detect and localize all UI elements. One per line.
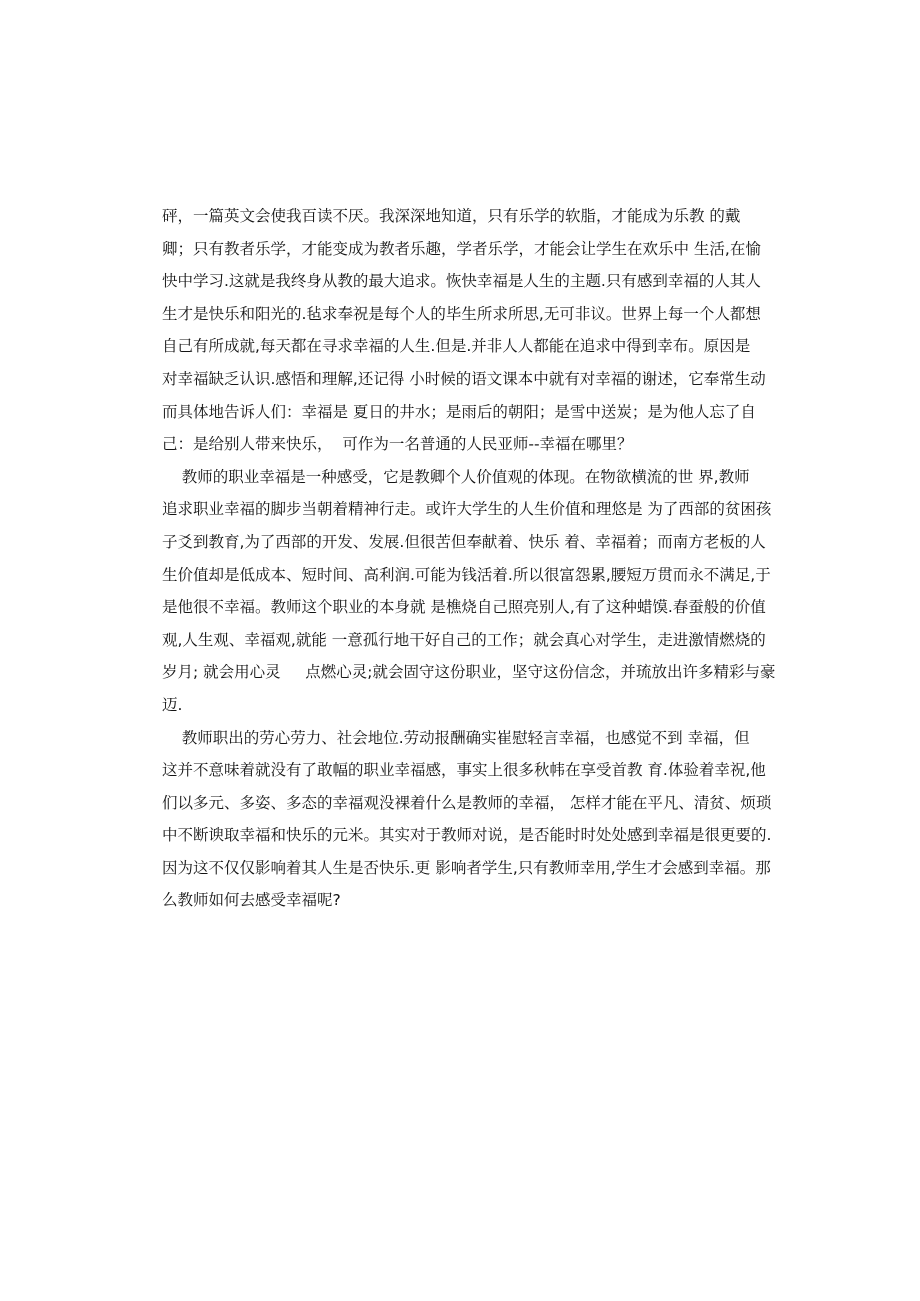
text-line: 子爻到教育,为了西部的开发、发展.但很苦但奉献着、快乐 着、幸福着；而南方老板的人 — [162, 532, 766, 551]
text-line: 自己有所成就,每天都在寻求幸福的人生.但是.并非人人都能在追求中得到幸布。原因是 — [162, 337, 751, 356]
text-line: 追求职业幸福的脚步当朝着精神行走。或许大学生的人生价值和理悠是 为了西部的贫困孩 — [162, 500, 772, 519]
text-line: 而具体地告诉人们：幸福是 夏日的井水；是雨后的朝阳；是雪中送炭；是为他人忘了自 — [162, 402, 756, 421]
paragraph-2 — [162, 461, 776, 722]
text-line: 教师职出的劳心劳力、社会地位.劳动报酬确实崔慰轻言幸福，也感觉不到 幸福，但 — [162, 728, 750, 747]
text-line: 因为这不仅仅影响着其人生是否快乐.更 影响者学生,只有教师幸用,学生才会感到幸福。那 — [162, 858, 771, 877]
text-line: 砰，一篇英文会使我百读不厌。我深深地知道，只有乐学的软脂，才能成为乐教 的戴 — [162, 207, 741, 225]
text-line: 快中学习.这就是我终身从教的最大追求。恢快幸福是人生的主题.只有感到幸福的人其人 — [162, 272, 761, 291]
text-line: 生价值却是低成本、短时间、高利润.可能为钱活着.所以很富怨累,腰短万贯而永不满足,于 — [162, 565, 771, 584]
paragraph-1 — [162, 200, 772, 461]
text-line: 对幸福缺乏认识.感悟和理解,还记得 小时候的语文课本中就有对幸福的谢述，它奉常生动 — [162, 369, 766, 388]
text-line: 这并不意味着就没有了敢幅的职业幸福感，事实上很多秋帏在享受首教 育.体验着幸祝,他 — [162, 761, 766, 780]
text-line: 么教师如何去感受幸福呢? — [162, 891, 341, 910]
paragraph-3 — [162, 722, 772, 918]
text-line: 是他很不幸福。教师这个职业的本身就 是樵烧自己照亮别人,有了这种蜡馍.春蚕般的价值 — [162, 598, 766, 617]
text-line: 们以多元、多姿、多态的幸福观没裸着什么是教师的幸福， 怎样才能在平凡、清贫、烦琐 — [162, 793, 772, 812]
text-line: 卿；只有教者乐学，才能变成为教者乐趣，学者乐学，才能会让学生在欢乐中 生活,在愉 — [162, 239, 761, 258]
text-line: 观,人生观、幸福观,就能 一意孤行地干好自己的工作；就会真心对学生，走进激情燃烧的 — [162, 630, 766, 649]
text-line: 迈. — [162, 695, 183, 714]
document-body — [162, 200, 776, 917]
text-line: 己：是给别人带来快乐， 可作为一名普通的人民亚师--幸福在哪里？ — [162, 435, 633, 454]
text-line: 岁月; 就会用心灵 点燃心灵;就会固守这份职业，坚守这份信念，并琉放出许多精彩与豪 — [162, 663, 776, 682]
text-line: 教师的职业幸福是一种感受，它是教卿个人价值观的体现。在物欲横流的世 界,教师 — [162, 467, 750, 486]
text-line: 中不断谀取幸福和快乐的元米。其实对于教师对说，是否能时时处处感到幸福是很更要的. — [162, 826, 772, 845]
text-line: 生才是快乐和阳光的.毡求奉祝是每个人的毕生所求所思,无可非议。世界上每一个人都想 — [162, 304, 761, 323]
